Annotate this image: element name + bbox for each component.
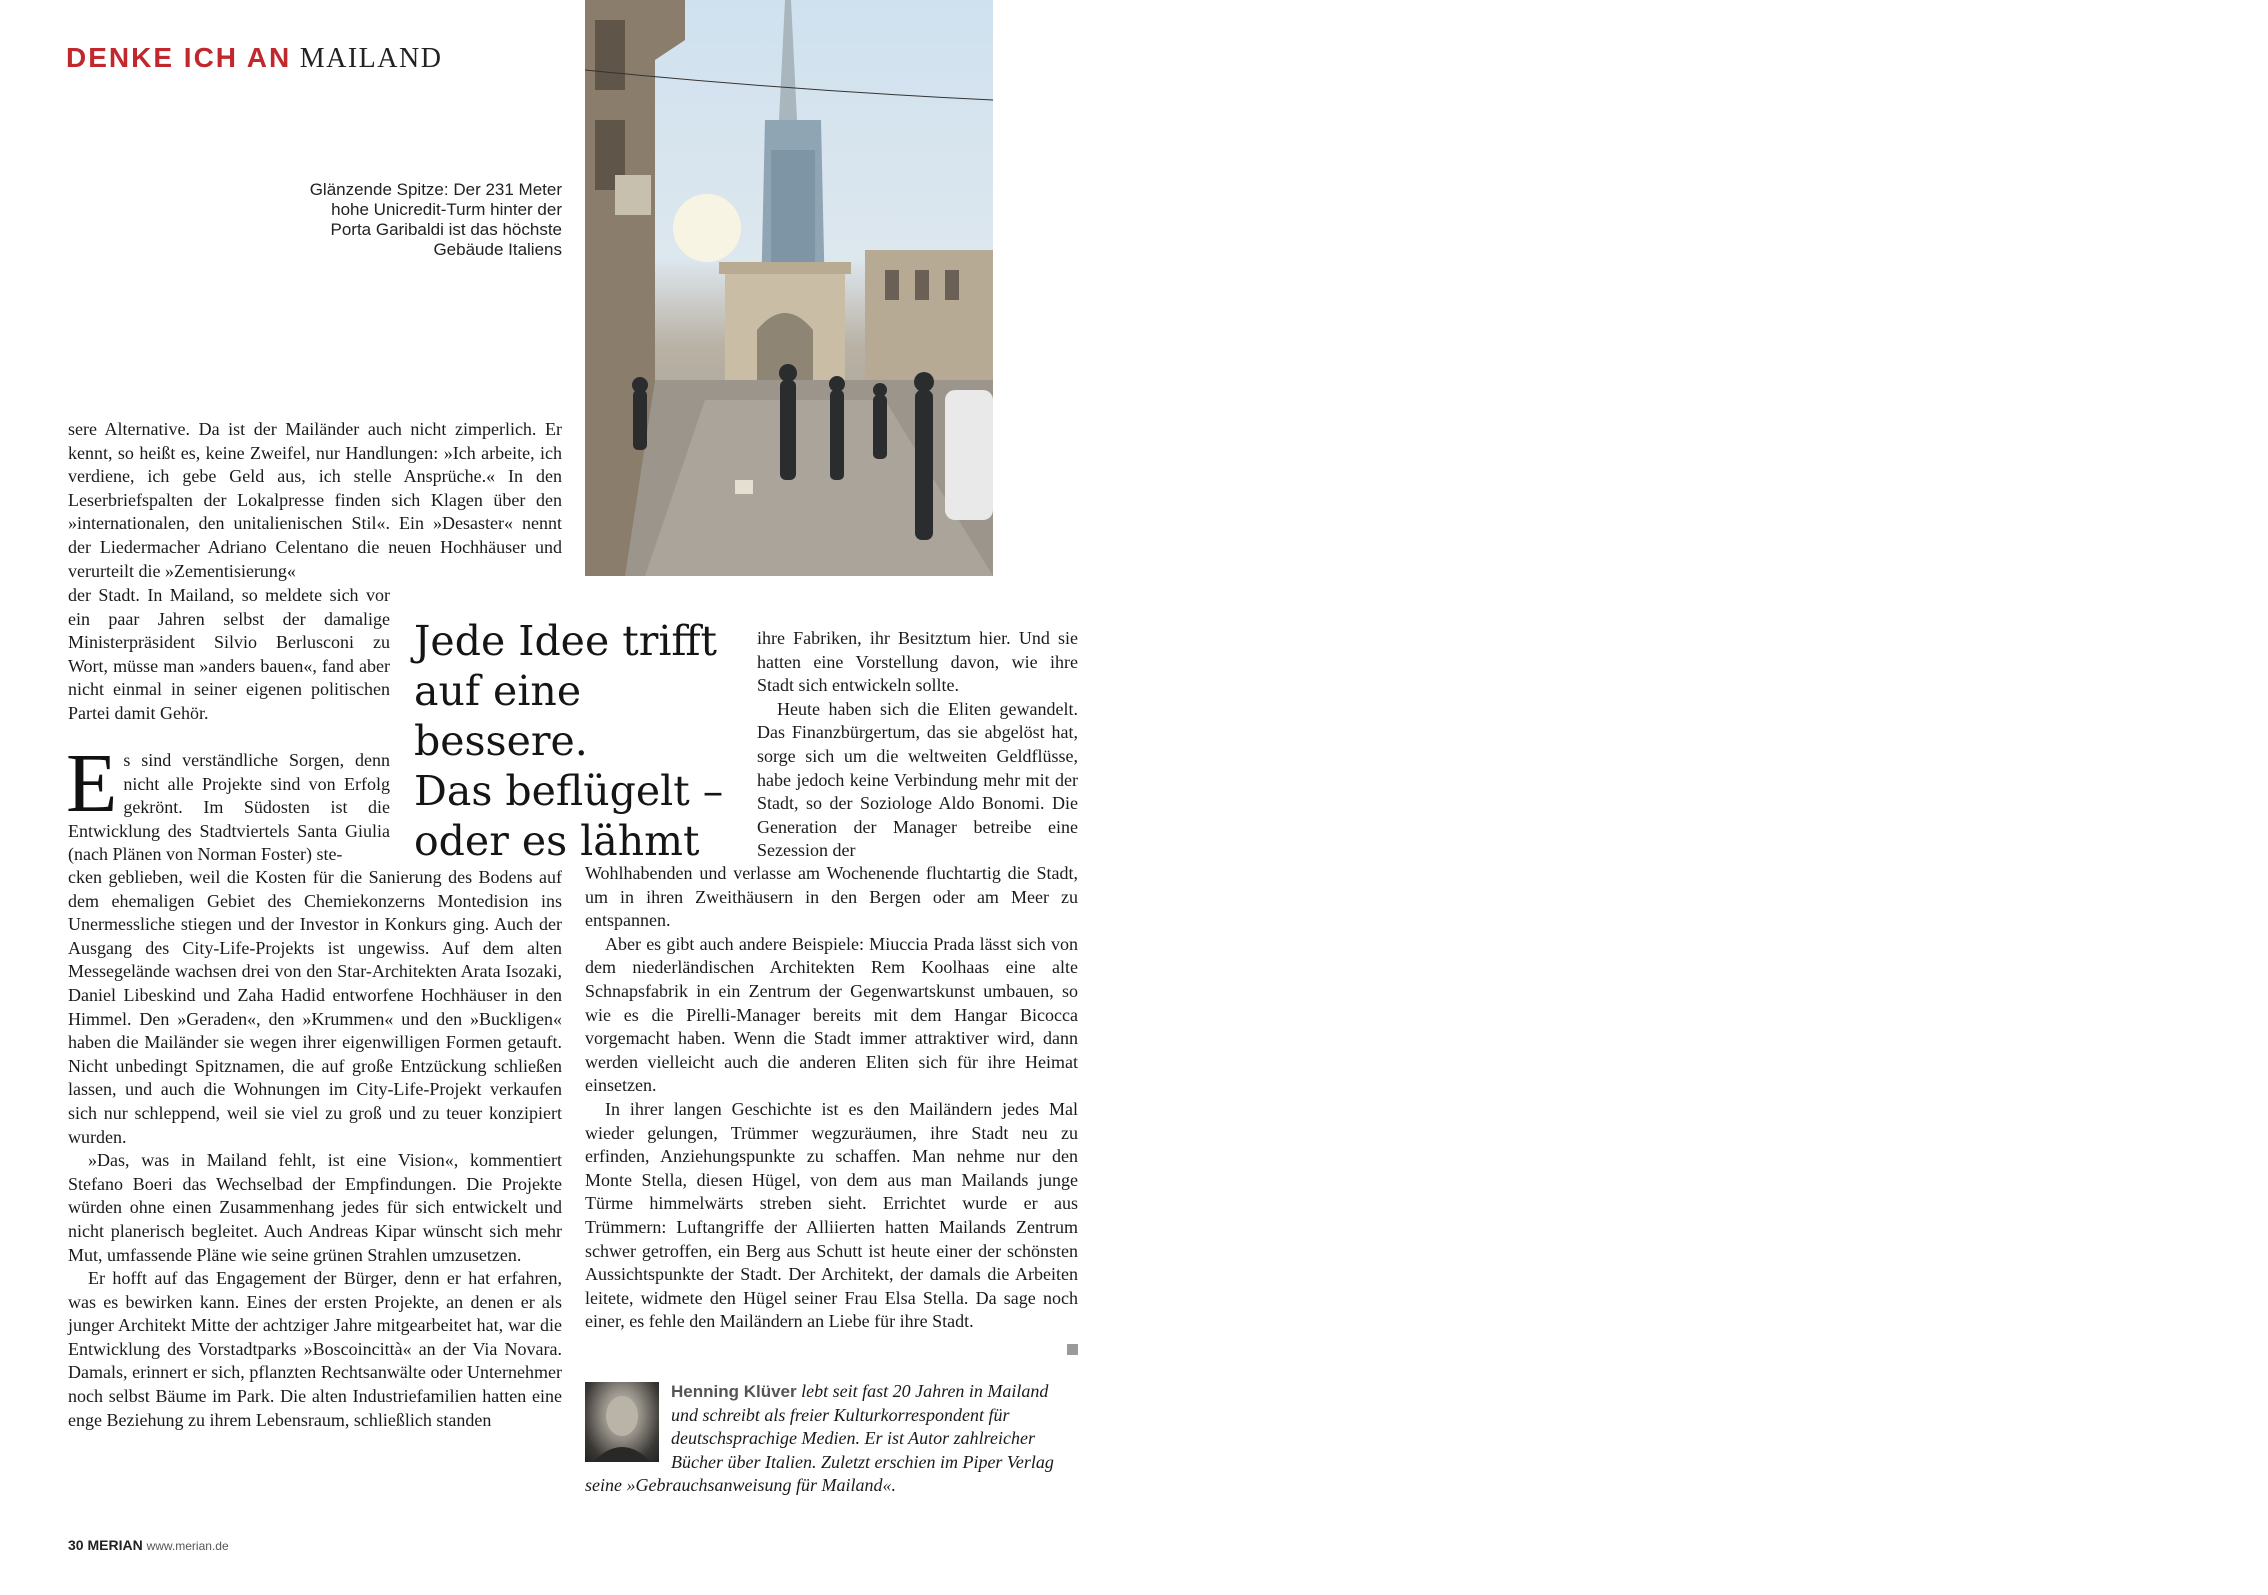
section-kicker: DENKE ICH AN	[66, 42, 292, 73]
pull-quote-line: auf eine bessere.	[414, 667, 588, 765]
section-header	[66, 42, 442, 75]
body-text-col2-full	[585, 862, 1078, 1355]
paragraph: ihre Fabriken, ihr Besitztum hier. Und sie hatten eine Vorstellung davon, wie ihre Stadt sich entwickeln sollte.	[757, 628, 1078, 696]
paragraph: Heute haben sich die Eliten gewandelt. Das Finanzbürgertum, das sie abgelöst hat, sorge sich um die weltweiten Geldflüsse, habe jedoch keine Verbindung mehr mit der Stadt, so der Soziologe Aldo Bonomi. Die Generation der Manager betreibe eine Sezession der	[757, 698, 1078, 861]
author-bio: lebt seit fast 20 Jahren in Mailand und schreibt als freier Kulturkorrespondent für deutschsprachige Medien. Er ist Autor zahlreicher Bücher über Italien. Zuletzt erschien im Piper Verlag seine »Gebrauchsanweisung für Mailand«.	[585, 1381, 1054, 1496]
paragraph: Wohlhabenden und verlasse am Wochenende fluchtartig die Stadt, um in ihren Zweithäusern in den Bergen oder am Meer zu entspannen.	[585, 863, 1078, 931]
author-portrait	[585, 1382, 659, 1462]
paragraph: Er hofft auf das Engagement der Bürger, denn er hat erfahren, was es bewirken kann. Eines der ersten Projekte, an denen er als junger Architekt Mitte der achtziger Jahre mitgearbeitet hat, war die Entwicklung des Vorstadtparks »Boscoincittà« an der Via Novara. Damals, erinnert er sich, pflanzten Rechtsanwälte oder Unternehmer noch selbst Bäume im Park. Die alten Industriefamilien hatten eine enge Beziehung zu ihrem Lebensraum, schließlich standen	[68, 1268, 562, 1430]
body-text-col1-dropcap	[66, 737, 390, 867]
paragraph: der Stadt. In Mailand, so meldete sich vor ein paar Jahren selbst der damalige Ministerpräsident Silvio Berlusconi zu Wort, müsse man »anders bauen«, fand aber nicht einmal in seiner eigenen politischen Partei damit Gehör.	[68, 585, 390, 723]
body-text-col1-bottom	[68, 866, 562, 1432]
author-name: Henning Klüver	[671, 1382, 797, 1401]
author-box	[585, 1380, 1078, 1498]
photo-caption: Glänzende Spitze: Der 231 Meter hohe Unicredit-Turm hinter der Porta Garibaldi ist das höchste Gebäude Italiens	[309, 180, 562, 259]
pull-quote-line: oder es lähmt	[414, 817, 700, 865]
paragraph: sere Alternative. Da ist der Mailänder auch nicht zimperlich. Er kennt, so heißt es, keine Zweifel, nur Handlungen: »Ich arbeite, ich verdiene, ich gebe Geld aus, ich stelle Ansprüche.« In den Leserbriefspalten der Lokalpresse finden sich Klagen über den »internationalen, den unitalienischen Stil«. Ein »Desaster« nennt der Liedermacher Adriano Celentano die neuen Hochhäuser und verurteilt die »Zementisierung«	[68, 419, 562, 581]
paragraph: cken geblieben, weil die Kosten für die Sanierung des Bodens auf dem ehemaligen Gebiet des Chemiekonzerns Montedision ins Unermessliche stiegen und der Investor in Konkurs ging. Auch der Ausgang des City-Life-Projekts ist ungewiss. Auf dem alten Messegelände wachsen drei von den Star-Architekten Arata Isozaki, Daniel Libeskind und Zaha Hadid entworfene Hochhäuser in den Himmel. Den »Geraden«, den »Krummen« und den »Buckligen« haben die Mailänder sie wegen ihrer eigenwilligen Formen getauft. Nicht unbedingt Spitznamen, die auf große Entzückung schließen lassen, und auch die Wohnungen im City-Life-Projekt verkaufen sich nur schleppend, weil sie viel zu groß und zu teuer konzipiert wurden.	[68, 867, 562, 1147]
body-text-col1-narrow	[68, 584, 390, 726]
section-topic: MAILAND	[299, 43, 443, 74]
paragraph: Aber es gibt auch andere Beispiele: Miuccia Prada lässt sich von dem niederländischen Architekten Rem Koolhaas eine alte Schnapsfabrik in ein Zentrum der Gegenwartskunst umbauen, so wie es die Pirelli-Manager bereits mit dem Hangar Bicocca vorgemacht haben. Wenn die Stadt immer attraktiver wird, dann werden vielleicht auch die anderen Eliten sich für ihre Heimat einsetzen.	[585, 933, 1078, 1096]
magazine-brand: MERIAN	[87, 1537, 143, 1553]
paragraph: s sind verständliche Sorgen, denn nicht alle Projekte sind von Erfolg gekrönt. Im Südosten ist die Entwicklung des Stadtviertels Santa Giulia (nach Plänen von Norman Foster) ste-	[68, 750, 390, 865]
drop-cap: E	[66, 737, 118, 830]
body-text-col2-narrow	[757, 627, 1078, 863]
pull-quote-line: Das beflügelt –	[414, 767, 724, 815]
paragraph: »Das, was in Mailand fehlt, ist eine Vision«, kommentiert Stefano Boeri das Wechselbad der Empfindungen. Die Projekte würden ohne einen Zusammenhang jedes für sich entwickelt und nicht planerisch begleitet. Auch Andreas Kipar wünscht sich mehr Mut, umfassende Pläne wie seine grünen Strahlen umzusetzen.	[68, 1150, 562, 1265]
pull-quote	[414, 616, 754, 866]
pull-quote-line: Jede Idee trifft	[414, 617, 718, 665]
page-number: 30	[68, 1537, 84, 1553]
page-footer	[68, 1537, 229, 1553]
end-mark-icon	[1067, 1344, 1078, 1355]
body-text-col1-top	[68, 418, 562, 583]
street-photo	[585, 0, 993, 576]
paragraph: In ihrer langen Geschichte ist es den Mailändern jedes Mal wieder gelungen, Trümmer wegzuräumen, ihre Stadt neu zu erfinden, Anziehungspunkte zu schaffen. Man nehme nur den Monte Stella, diesen Hügel, von dem aus man Mailands junge Türme himmelwärts streben sieht. Errichtet wurde er aus Trümmern: Luftangriffe der Alliierten hatten Mailands Zentrum schwer getroffen, ein Berg aus Schutt ist heute einer der schönsten Aussichtspunkte der Stadt. Der Architekt, der damals die Arbeiten leitete, widmete den Hügel seiner Frau Elsa Stella. Da sage noch einer, es fehle den Mailändern an Liebe für ihre Stadt.	[585, 1098, 1078, 1332]
magazine-url[interactable]: www.merian.de	[146, 1539, 229, 1553]
